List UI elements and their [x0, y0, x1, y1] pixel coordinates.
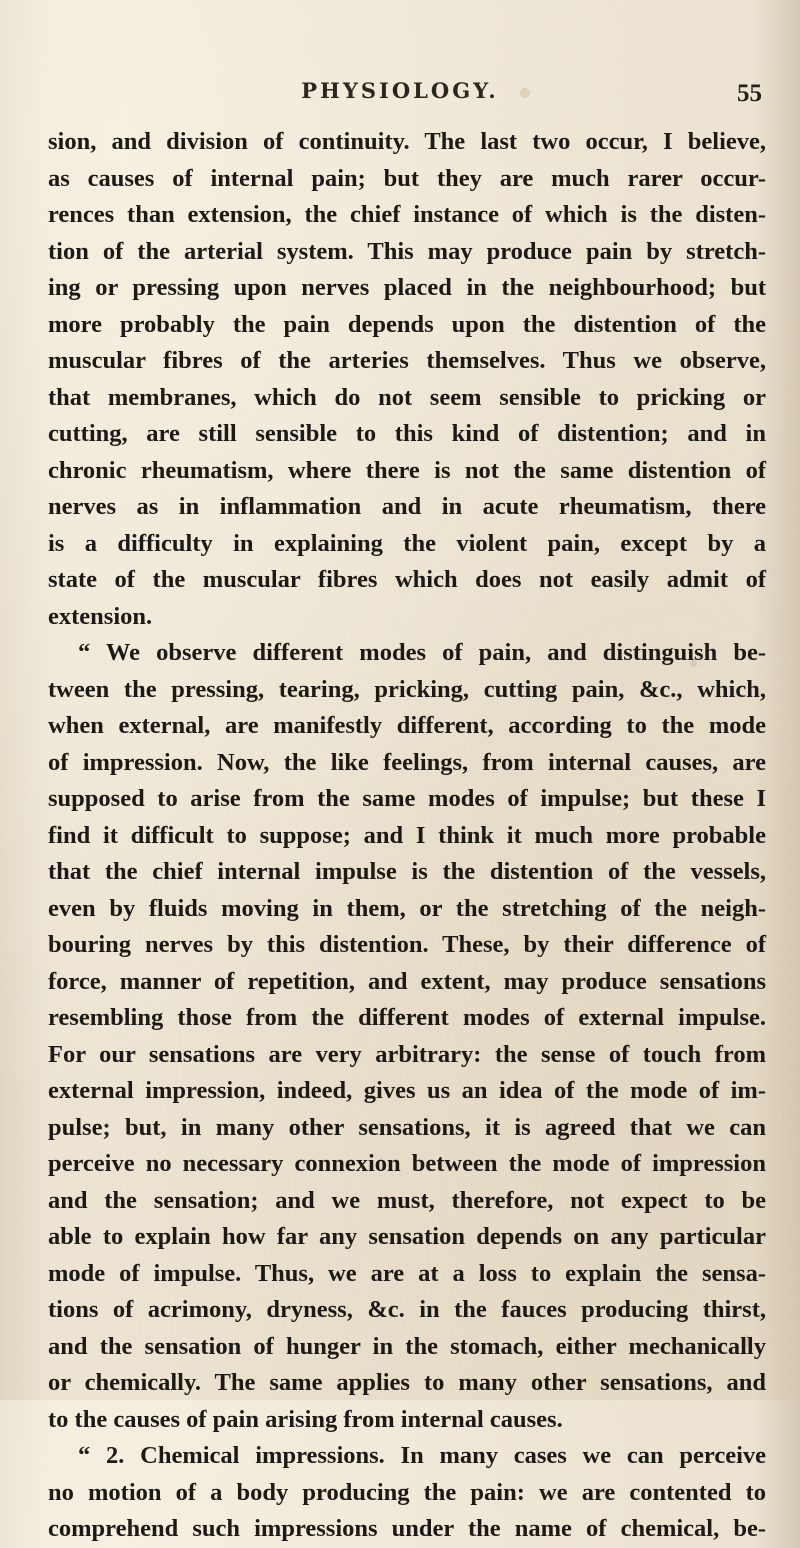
text-line: tween the pressing, tearing, pricking, cutting pain, &c., which, [48, 675, 766, 703]
text-line: to the causes of pain arising from internal causes. [48, 1405, 563, 1433]
text-line: mode of impulse. Thus, we are at a loss to explain the sensa- [48, 1259, 766, 1287]
text-line: that membranes, which do not seem sensible to pricking or [48, 383, 766, 411]
text-line: tions of acrimony, dryness, &c. in the fauces producing thirst, [48, 1296, 766, 1323]
text-line: state of the muscular fibres which does not easily admit of [48, 566, 766, 593]
text-line: nerves as in inflammation and in acute rheumatism, there [48, 493, 766, 520]
text-line: For our sensations are very arbitrary: the sense of touch from [48, 1040, 766, 1068]
text-line: is a difficulty in explaining the violent pain, except by a [48, 529, 766, 557]
text-line: or chemically. The same applies to many other sensations, and [48, 1369, 766, 1396]
text-line: more probably the pain depends upon the distention of the [48, 310, 766, 338]
text-line: supposed to arise from the same modes of impulse; but these I [48, 785, 766, 812]
body-text [48, 124, 766, 1548]
text-line: even by fluids moving in them, or the stretching of the neigh- [48, 894, 766, 922]
text-line: perceive no necessary connexion between the mode of impression [48, 1150, 766, 1177]
text-line: chronic rheumatism, where there is not the same distention of [48, 456, 766, 484]
running-title: PHYSIOLOGY. [301, 78, 499, 103]
text-line: that the chief internal impulse is the distention of the vessels, [48, 858, 766, 885]
text-line: and the sensation of hunger in the stomach, either mechanically [48, 1332, 766, 1360]
text-line: find it difficult to suppose; and I think it much more probable [48, 821, 766, 849]
text-line: bouring nerves by this distention. These, by their difference of [48, 931, 766, 958]
text-line: extension. [48, 602, 153, 630]
text-line: cutting, are still sensible to this kind of distention; and in [48, 420, 766, 447]
text-line: comprehend such impressions under the name of chemical, be- [48, 1515, 766, 1542]
text-line: resembling those from the different modes of external impulse. [48, 1004, 766, 1031]
text-line: “ We observe different modes of pain, and distinguish be- [78, 639, 766, 666]
text-line: and the sensation; and we must, therefore, not expect to be [48, 1186, 766, 1214]
running-head [0, 78, 800, 112]
text-line: as causes of internal pain; but they are much rarer occur- [48, 164, 766, 192]
text-line: able to explain how far any sensation depends on any particular [48, 1223, 766, 1250]
text-line: tion of the arterial system. This may produce pain by stretch- [48, 237, 766, 265]
page-number: 55 [737, 80, 762, 107]
text-line: ing or pressing upon nerves placed in the neighbourhood; but [48, 274, 766, 301]
text-line: when external, are manifestly different, according to the mode [48, 712, 766, 739]
text-line: of impression. Now, the like feelings, from internal causes, are [48, 748, 766, 776]
text-line: pulse; but, in many other sensations, it is agreed that we can [48, 1113, 766, 1141]
text-line: “ 2. Chemical impressions. In many cases we can perceive [78, 1442, 766, 1469]
text-line: muscular fibres of the arteries themselves. Thus we observe, [48, 347, 766, 374]
text-line: no motion of a body producing the pain: we are contented to [48, 1478, 766, 1506]
text-line: external impression, indeed, gives us an idea of the mode of im- [48, 1077, 766, 1104]
text-line: force, manner of repetition, and extent, may produce sensations [48, 967, 766, 995]
text-line: rences than extension, the chief instance of which is the disten- [48, 201, 766, 228]
text-line: sion, and division of continuity. The last two occur, I believe, [48, 128, 766, 155]
